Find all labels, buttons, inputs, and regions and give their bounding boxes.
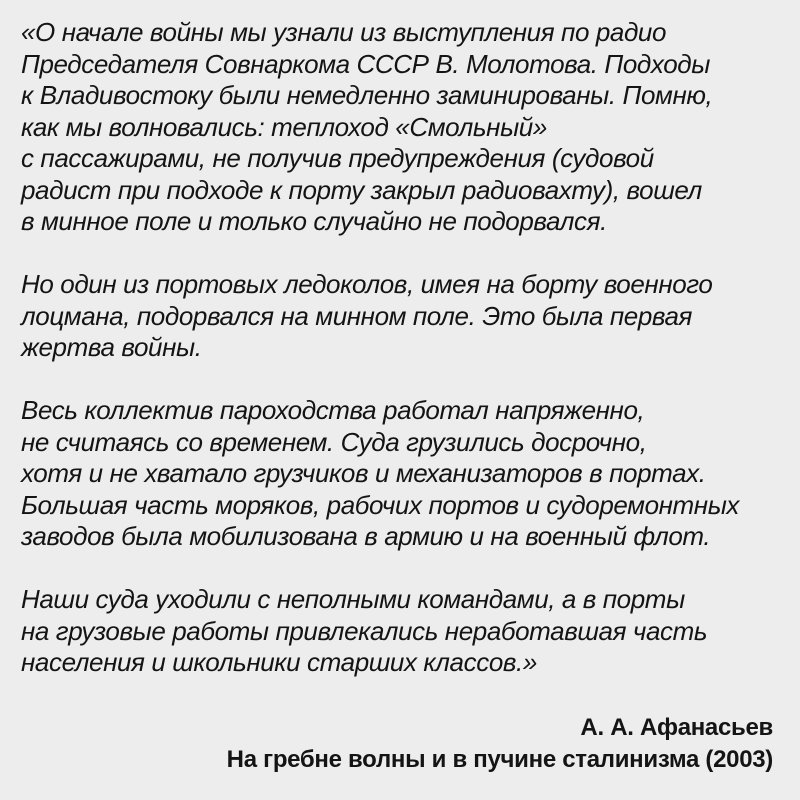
quote-line: Весь коллектив пароходства работал напряженно, bbox=[21, 395, 645, 425]
author-name: А. А. Афанасьев bbox=[580, 714, 773, 741]
quote-line: хотя и не хватало грузчиков и механизаторов в портах. bbox=[21, 458, 706, 488]
quote-paragraph-1 bbox=[21, 17, 786, 238]
quote-line: Большая часть моряков, рабочих портов и судоремонтных bbox=[21, 489, 740, 520]
quote-paragraph-2 bbox=[21, 269, 786, 364]
quote-line: заводов была мобилизована в армию и на военный флот. bbox=[21, 521, 711, 551]
quote-text bbox=[21, 17, 786, 710]
quote-paragraph-4 bbox=[21, 584, 786, 679]
quote-line: лоцмана, подорвался на минном поле. Это была первая bbox=[21, 300, 693, 331]
source-title: На гребне волны и в пучине сталинизма (2003) bbox=[226, 746, 773, 773]
quote-line: «О начале войны мы узнали из выступления по радио bbox=[21, 17, 667, 47]
quote-paragraph-3 bbox=[21, 395, 786, 553]
attribution bbox=[227, 712, 773, 776]
quote-line: жертва войны. bbox=[21, 332, 202, 362]
quote-line: как мы волновались: теплоход «Смольный» bbox=[21, 111, 547, 142]
quote-line: с пассажирами, не получив предупреждения (судовой bbox=[21, 143, 654, 173]
quote-line: на грузовые работы привлекались неработавшая часть bbox=[21, 615, 708, 646]
quote-line: населения и школьники старших классов.» bbox=[21, 647, 537, 677]
quote-line: в минное поле и только случайно не подорвался. bbox=[21, 206, 607, 236]
quote-line: к Владивостоку были немедленно заминированы. Помню, bbox=[21, 80, 713, 110]
quote-line: радист при подходе к порту закрыл радиовахту), вошел bbox=[21, 174, 702, 205]
quote-line: не считаясь со временем. Суда грузились досрочно, bbox=[21, 426, 647, 457]
quote-line: Председателя Совнаркома СССР В. Молотова. Подходы bbox=[21, 48, 710, 79]
quote-line: Наши суда уходили с неполными командами, а в порты bbox=[21, 584, 685, 614]
quote-line: Но один из портовых ледоколов, имея на борту военного bbox=[21, 269, 713, 299]
